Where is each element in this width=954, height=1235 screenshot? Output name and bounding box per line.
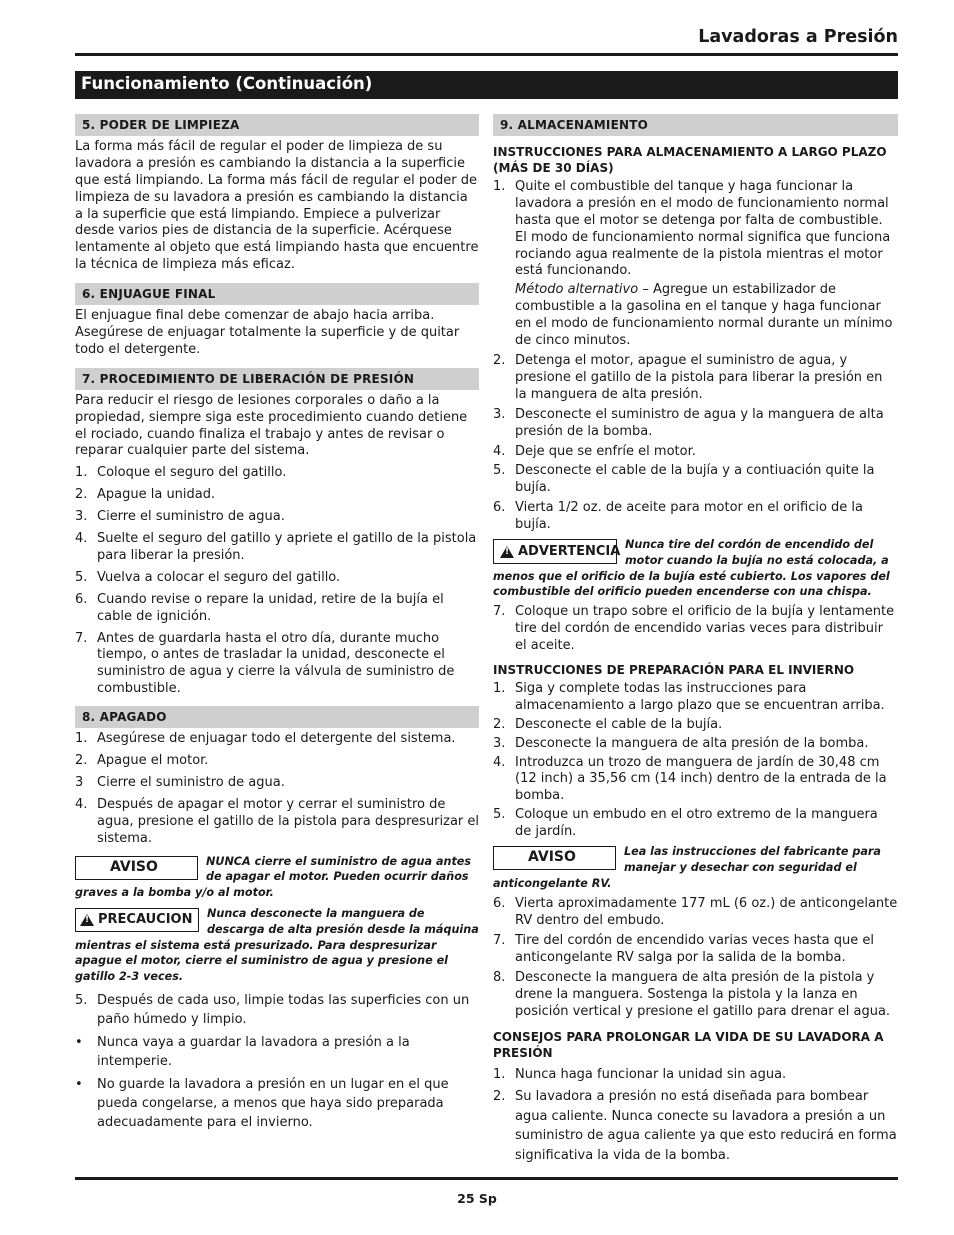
list-item: 3. Desconecte la manguera de alta presión de la bomba. xyxy=(493,735,869,751)
list-invierno xyxy=(493,681,898,841)
list-item: 8. Desconecte la manguera de alta presión de la pistola y drene la manguera. Sostenga la pistola y la lanza en posición vertical y presione el gatillo para drenar el agua. xyxy=(493,970,891,1019)
section-title-bar: Funcionamiento (Continuación) xyxy=(75,71,898,99)
list-item: 4. Después de apagar el motor y cerrar el suministro de agua, presione el gatillo de la pistola para despresurizar el sistema. xyxy=(75,796,480,846)
warning-triangle-icon: ! xyxy=(500,546,514,558)
list-liberacion-presion xyxy=(75,465,479,698)
list-item: 2. Su lavadora a presión no está diseñada para bombear agua caliente. Nunca conecte su lavadora a presión a un suministro de agua caliente ya que esto reducirá en forma significativa la vida de la bomba. xyxy=(493,1089,897,1163)
list-largo-plazo-continued xyxy=(493,353,898,534)
paragraph-enjuague-final: El enjuague final debe comenzar de abajo hacia arriba. Asegúrese de enjuagar totalmente la superficie y de quitar todo el detergente. xyxy=(75,308,460,357)
list-apagado xyxy=(75,731,479,847)
list-item: 6. Vierta aproximadamente 177 mL (6 oz.) de anticongelante RV dentro del embudo. xyxy=(493,896,898,929)
list-item: 5. Desconecte el cable de la bujía y a contiuación quite la bujía. xyxy=(493,463,875,496)
subheading-invierno: INSTRUCCIONES DE PREPARACIÓN PARA EL INVIERNO xyxy=(493,662,855,677)
aviso-label: AVISO xyxy=(493,846,616,870)
warning-triangle-icon: ! xyxy=(80,914,94,926)
list-item: 5. Vuelva a colocar el seguro del gatillo. xyxy=(75,569,341,585)
list-item: 3. Desconecte el suministro de agua y la manguera de alta presión de la bomba. xyxy=(493,406,884,439)
subheading-largo-plazo: INSTRUCCIONES PARA ALMACENAMIENTO A LARGO PLAZO (MÁS DE 30 DÍAS) xyxy=(493,144,887,175)
heading-almacenamiento: 9. ALMACENAMIENTO xyxy=(493,114,898,136)
list-trapo xyxy=(493,604,898,655)
list-invierno-continued xyxy=(493,896,898,1020)
top-rule xyxy=(75,53,898,56)
heading-liberacion-presion: 7. PROCEDIMIENTO DE LIBERACIÓN DE PRESIÓN xyxy=(75,368,479,390)
document-title: Lavadoras a Presión xyxy=(698,27,898,47)
advertencia-label: ! ADVERTENCIA xyxy=(493,539,617,564)
list-item: 3. Cierre el suministro de agua. xyxy=(75,509,285,525)
list-item: 7. Tire del cordón de encendido varias veces hasta que el anticongelante RV salga por la salida de la bomba. xyxy=(493,933,874,966)
list-item: 2. Apague la unidad. xyxy=(75,487,216,503)
list-item: 2. Apague el motor. xyxy=(75,753,209,768)
left-column xyxy=(75,114,479,1132)
list-item: 7. Antes de guardarla hasta el otro día, durante mucho tiempo, o antes de trasladar la unidad, desconecte el suministro de agua y cierre la válvula de suministro de combustible. xyxy=(75,630,455,697)
list-item: 6. Cuando revise o repare la unidad, retire de la bujía el cable de ignición. xyxy=(75,591,444,624)
aviso-label: AVISO xyxy=(75,856,198,880)
list-item: 7. Coloque un trapo sobre el orificio de la bujía y lentamente tire del cordón de encendido varias veces para distribuir el aceite. xyxy=(493,604,895,654)
precaucion-text: Nunca desconecte la manguera de descarga de alta presión desde la máquina mientras el sistema está presurizado. Para despresurizar apague el motor, cierre el suministro de agua y presione el gatillo 2-3 veces. xyxy=(75,906,479,984)
paragraph-liberacion-presion: Para reducir el riesgo de lesiones corporales o daño a la propiedad, siempre siga este procedimiento cuando detiene el rociado, cuando finaliza el trabajo y antes de revisar o reparar cualquier parte del sistema. xyxy=(75,392,468,459)
list-item: 1. Asegúrese de enjuagar todo el detergente del sistema. xyxy=(75,731,456,747)
list-item: 5. Después de cada uso, limpie todas las superficies con un paño húmedo y limpio. xyxy=(75,992,470,1027)
list-item: 1. Quite el combustible del tanque y haga funcionar la lavadora a presión en el modo de funcionamiento normal hasta que el motor se detenga por falta de combustible. El modo de funcionamiento normal significa que funciona rociando agua realmente de la pistola mientras el motor está funcionando. xyxy=(493,178,891,279)
list-item: 3 Cierre el suministro de agua. xyxy=(75,774,285,790)
precaucion-label: ! PRECAUCION xyxy=(75,908,199,932)
aviso-anticongelante-text: Lea las instrucciones del fabricante para manejar y desechar con seguridad el anticongelante RV. xyxy=(493,845,881,890)
list-item: 4. Introduzca un trozo de manguera de jardín de 30,48 cm (12 inch) a 35,56 cm (14 inch) dentro de la entrada de la bomba. xyxy=(493,754,887,804)
metodo-alternativo: Método alternativo – Agregue un estabilizador de combustible a la gasolina en el tanque y haga funcionar en el modo de funcionamiento normal durante un mínimo de cinco minutos. xyxy=(515,282,893,349)
heading-enjuague-final: 6. ENJUAGUE FINAL xyxy=(75,283,479,305)
right-column xyxy=(493,114,898,1165)
precaucion-notice xyxy=(75,906,479,985)
aviso-text: NUNCA cierre el suministro de agua antes de apagar el motor. Pueden ocurrir daños graves a la bomba y/o al motor. xyxy=(75,854,472,900)
heading-poder-limpieza: 5. PODER DE LIMPIEZA xyxy=(75,114,479,136)
list-item: 2. Desconecte el cable de la bujía. xyxy=(493,716,723,732)
list-item: 1. Nunca haga funcionar la unidad sin agua. xyxy=(493,1066,787,1082)
aviso-notice xyxy=(75,854,479,901)
page-number: 25 Sp xyxy=(457,1191,497,1206)
list-item: 4. Deje que se enfríe el motor. xyxy=(493,443,696,459)
list-consejos xyxy=(493,1065,898,1166)
heading-apagado: 8. APAGADO xyxy=(75,706,479,728)
subheading-consejos: CONSEJOS PARA PROLONGAR LA VIDA DE SU LAVADORA A PRESIÓN xyxy=(493,1029,884,1060)
list-item: 4. Suelte el seguro del gatillo y apriete el gatillo de la pistola para liberar la presión. xyxy=(75,531,477,563)
advertencia-notice xyxy=(493,537,898,600)
bottom-rule xyxy=(75,1177,898,1180)
list-item: 1. Coloque el seguro del gatillo. xyxy=(75,465,287,481)
list-item: • Nunca vaya a guardar la lavadora a presión a la intemperie. xyxy=(75,1034,410,1069)
advertencia-text: Nunca tire del cordón de encendido del motor cuando la bujía no está colocada, a menos que el orificio de la bujía esté cubierto. Los vapores del combustible del orificio pueden encenderse con una chispa. xyxy=(493,538,890,599)
list-item: 5. Coloque un embudo en el otro extremo de la manguera de jardín. xyxy=(493,807,878,840)
aviso-anticongelante-notice xyxy=(493,844,898,891)
list-item: 6. Vierta 1/2 oz. de aceite para motor en el orificio de la bujía. xyxy=(493,500,864,533)
list-item: • No guarde la lavadora a presión en un lugar en el que pueda congelarse, a menos que haya sido preparada adecuadamente para el invierno. xyxy=(75,1076,449,1130)
list-largo-plazo xyxy=(493,179,898,280)
list-item: 1. Siga y complete todas las instrucciones para almacenamiento a largo plazo que se encuentran arriba. xyxy=(493,680,885,713)
list-apagado-continued xyxy=(75,991,479,1132)
list-item: 2. Detenga el motor, apague el suministro de agua, y presione el gatillo de la pistola para liberar la presión en la manguera de alta presión. xyxy=(493,352,883,402)
paragraph-poder-limpieza: La forma más fácil de regular el poder de limpieza de su lavadora a presión es cambiando la distancia a la superficie que está limpiando. La forma más fácil de regular el poder de limpieza de su lavadora a presión es cambiando la distancia a la superficie que está limpiando. Empiece a pulverizar desde varios pies de distancia de la superficie. Acérquese lentamente al objeto que está limpiando hasta que encuentre la técnica de limpieza más eficaz. xyxy=(75,138,479,273)
